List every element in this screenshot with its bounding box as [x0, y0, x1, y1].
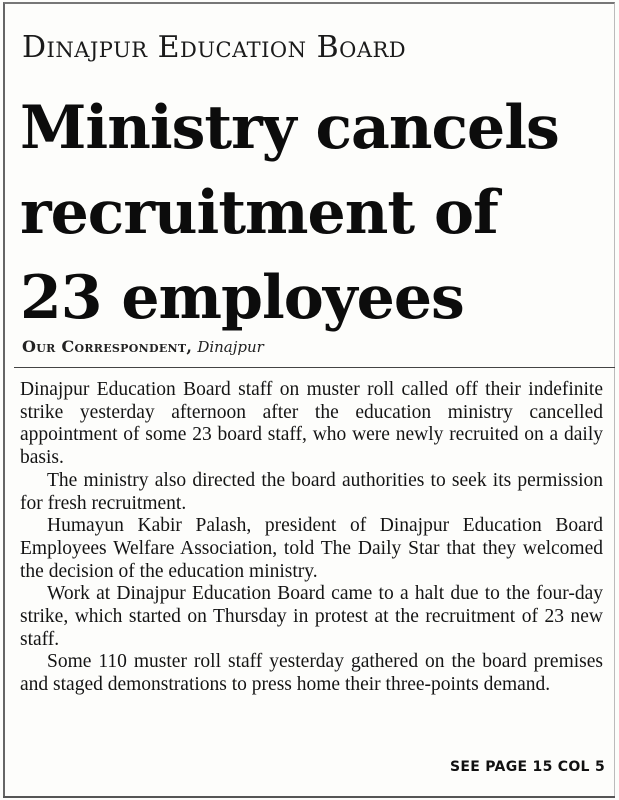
continuation-note: SEE PAGE 15 COL 5: [450, 759, 605, 775]
headline-line-1: Ministry cancels: [20, 93, 559, 163]
bottom-divider: [3, 796, 615, 798]
headline-line-3: 23 employees: [20, 263, 464, 333]
byline-name: Our Correspondent,: [22, 337, 193, 356]
body-paragraph-4: Work at Dinajpur Education Board came to a halt due to the four-day strike, which started on Thursday in protest at the recruitment of 23 new staff.: [20, 583, 603, 650]
section-kicker: Dinajpur Education Board: [22, 30, 407, 65]
body-paragraph-2: The ministry also directed the board authorities to seek its permission for fresh recruitment.: [20, 469, 603, 514]
byline: [22, 337, 264, 356]
article-body: [20, 379, 603, 697]
body-paragraph-3: Humayun Kabir Palash, president of Dinajpur Education Board Employees Welfare Association, told The Daily Star that they welcomed the decision of the education ministry.: [20, 515, 603, 582]
byline-place: Dinajpur: [197, 338, 264, 356]
headline-line-2: recruitment of: [20, 178, 498, 248]
body-paragraph-1: Dinajpur Education Board staff on muster roll called off their indefinite strike yesterday afternoon after the education ministry cancelled appointment of some 23 board staff, who were newly recruited on a daily basis.: [20, 379, 603, 469]
byline-divider: [14, 367, 615, 368]
headline: [20, 86, 610, 341]
body-paragraph-5: Some 110 muster roll staff yesterday gathered on the board premises and staged demonstrations to press home their three-points demand.: [20, 651, 603, 696]
